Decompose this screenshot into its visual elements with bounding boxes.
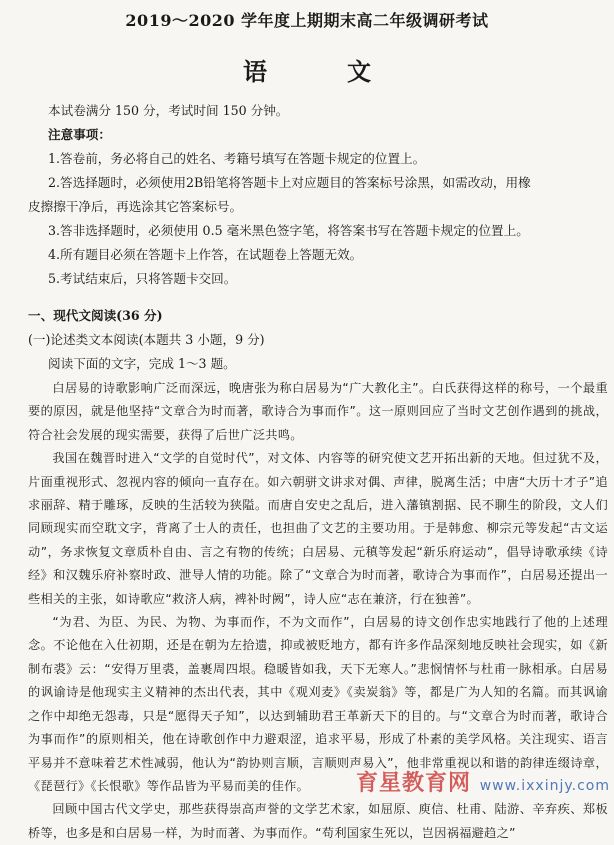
site-watermark — [356, 766, 610, 797]
watermark-text: 育星教育网 — [356, 771, 472, 796]
notes-heading: 注意事项： — [48, 127, 111, 142]
passage-paragraph: “为君、为臣、为民、为物、为事而作，不为文而作”，白居易的诗文创作忠实地践行了他的上述理念。不论他在入仕初期，还是在朝为左拾遗，抑或被贬地方，都有许多作品深刻地反映社会现实，如《新制布裘》云：“安得万里裘，盖裹周四垠。稳暖皆如我，天下无寒人。”悲悯情怀与杜甫一脉相承。白居易的讽谕诗是他现实主义精神的杰出代表，其中《观刈麦》《卖炭翁》等，都是广为人知的名篇。而其讽谕之作中却绝无怨毒，只是“愿得天子知”，以达到辅助君王革新天下的目的。与“文章合为时而著，歌诗合为事而作”的原则相关，他在诗歌创作中力避艰涩，追求平易，形成了朴素的美学风格。关注现实、语言平易并不意味着艺术性减弱，他认为“韵协则言顺，言顺则声易入”，他非常重视以和谐的韵律连缀诗章，《琵琶行》《长恨歌》等作品皆为平易而美的佳作。 — [28, 615, 608, 793]
section-subheading: (一)论述类文本阅读(本题共 3 小题，9 分) — [28, 332, 265, 347]
note-item: 2.答选择题时，必须使用2B铅笔将答题卡上对应题目的答案标号涂黑，如需改动，用橡 — [48, 175, 531, 190]
passage-paragraph: 回顾中国古代文学史，那些获得崇高声誉的文学艺术家，如屈原、庾信、杜甫、陆游、辛弃疾、郑板桥等，也多是和白居易一样，为时而著、为事而作。“苟利国家生死以，岂因祸福避趋之” — [28, 802, 608, 840]
passage-paragraph: 我国在魏晋时进入“文学的自觉时代”，对文体、内容等的研究使文艺开拓出新的天地。但过犹不及，片面重视形式、忽视内容的倾向一直存在。如六朝骈文讲求对偶、声律，脱离生活；中唐“大历十才子”追求丽辞、精于雕琢，反映的生活较为狭隘。而唐自安史之乱后，进入藩镇割据、民不聊生的阶段，文人们同顾现实而空耽文字，背离了士人的责任，也担曲了文艺的主要功用。于是韩愈、柳宗元等发起“古文运动”，务求恢复文章质朴自由、言之有物的传统；白居易、元稹等发起“新乐府运动”，倡导诗歌承续《诗经》和汉魏乐府补察时政、泄导人情的功能。除了“文章合为时而著，歌诗合为事而作”，白居易还提出一些相关的主张，如诗歌应“救济人病，裨补时阙”，诗人应“志在兼济，行在独善”。 — [28, 451, 608, 606]
exam-title: 2019～2020 学年度上期期末高二年级调研考试 — [125, 11, 489, 30]
exam-intro: 本试卷满分 150 分，考试时间 150 分钟。 — [48, 103, 289, 118]
subject-heading: 语 文 — [243, 57, 399, 86]
note-item: 5.考试结束后，只将答题卡交回。 — [48, 271, 237, 286]
reading-instruction: 阅读下面的文字，完成 1～3 题。 — [48, 356, 236, 371]
note-item: 4.所有题目必须在答题卡上作答，在试题卷上答题无效。 — [48, 247, 363, 262]
section-heading: 一、现代文阅读(36 分) — [28, 308, 163, 323]
note-item: 1.答卷前，务必将自己的姓名、考籍号填写在答题卡规定的位置上。 — [48, 151, 426, 166]
watermark-url: www.ixxinjy.com — [479, 778, 610, 794]
note-item: 3.答非选择题时，必须使用 0.5 毫米黑色签字笔，将答案书写在答题卡规定的位置上。 — [48, 223, 529, 238]
passage-paragraph: 白居易的诗歌影响广泛而深远，晚唐张为称白居易为“广大教化主”。白氏获得这样的称号，一个最重要的原因，就是他坚持“文章合为时而著，歌诗合为事而作”。这一原则回应了当时文艺创作遇到的挑战，符合社会发展的现实需要，获得了后世广泛共鸣。 — [28, 381, 608, 442]
note-item: 皮擦擦干净后，再选涂其它答案标号。 — [28, 199, 243, 214]
